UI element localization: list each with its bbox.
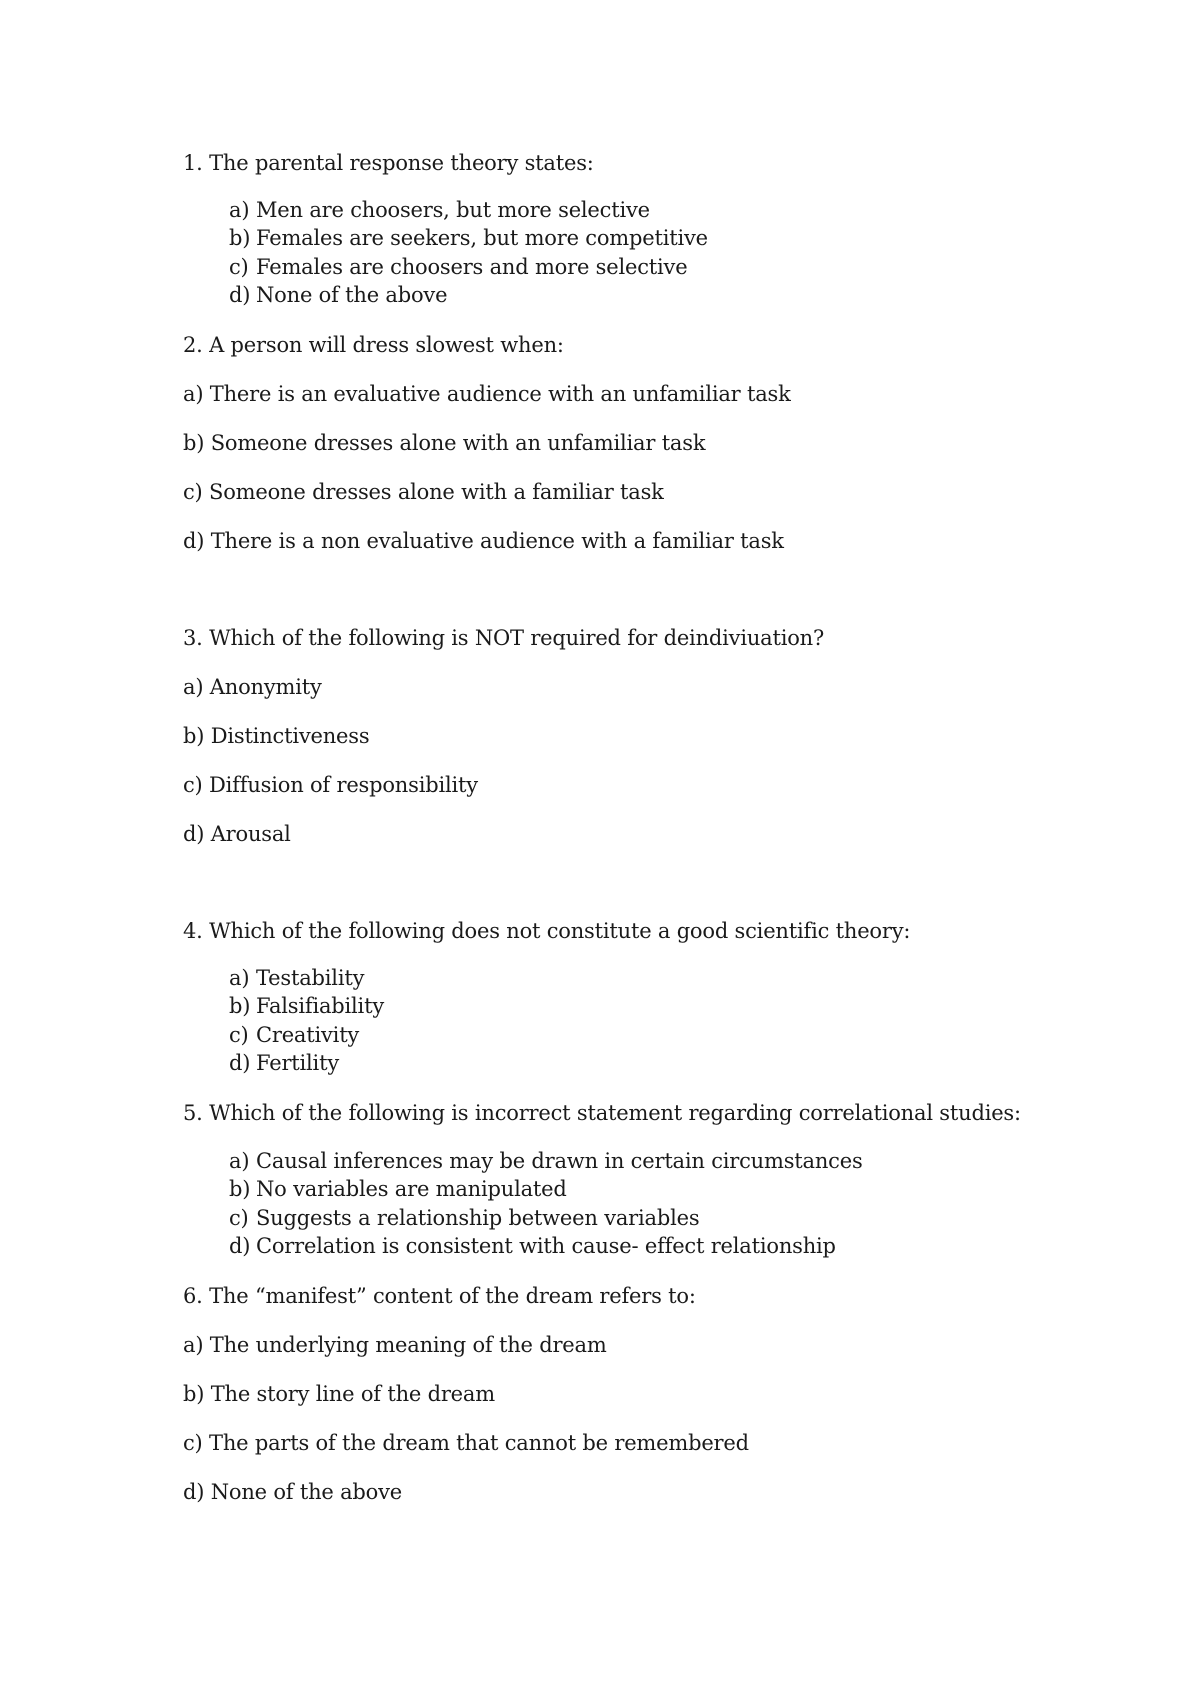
question-1-option-c-marker: c) — [229, 255, 249, 279]
question-3-stem: 3. Which of the following is NOT required for deindiviuation? — [183, 626, 825, 650]
question-1-option-d-text: None of the above — [256, 283, 448, 307]
question-6-option-c: c) The parts of the dream that cannot be remembered — [183, 1431, 749, 1455]
question-1-option-a-text: Men are choosers, but more selective — [256, 198, 650, 222]
question-1-stem: 1. The parental response theory states: — [183, 151, 594, 175]
question-4-option-a-marker: a) — [229, 966, 250, 990]
question-6-option-d: d) None of the above — [183, 1480, 403, 1504]
question-4-option-d-marker: d) — [229, 1051, 251, 1075]
question-4-option-d-text: Fertility — [256, 1051, 339, 1075]
question-3-option-b: b) Distinctiveness — [183, 724, 370, 748]
question-4-option-c-marker: c) — [229, 1023, 249, 1047]
question-5-option-b-marker: b) — [229, 1177, 251, 1201]
question-2-option-c: c) Someone dresses alone with a familiar task — [183, 480, 664, 504]
question-5-option-c-marker: c) — [229, 1206, 249, 1230]
question-5-option-d-text: Correlation is consistent with cause- effect relationship — [256, 1234, 836, 1258]
question-5-option-a-text: Causal inferences may be drawn in certain circumstances — [256, 1149, 863, 1173]
question-1-option-a-marker: a) — [229, 198, 250, 222]
question-2-stem: 2. A person will dress slowest when: — [183, 333, 564, 357]
question-4-option-b-marker: b) — [229, 994, 251, 1018]
question-4-option-b-text: Falsifiability — [256, 994, 384, 1018]
question-1-option-b-text: Females are seekers, but more competitive — [256, 226, 708, 250]
question-2-option-a: a) There is an evaluative audience with an unfamiliar task — [183, 382, 791, 406]
question-3-option-c: c) Diffusion of responsibility — [183, 773, 478, 797]
question-5-stem: 5. Which of the following is incorrect statement regarding correlational studies: — [183, 1101, 1021, 1125]
question-2-option-b: b) Someone dresses alone with an unfamiliar task — [183, 431, 706, 455]
question-1-option-c-text: Females are choosers and more selective — [256, 255, 688, 279]
question-4-stem: 4. Which of the following does not constitute a good scientific theory: — [183, 919, 911, 943]
question-5-option-c-text: Suggests a relationship between variables — [256, 1206, 700, 1230]
question-6-option-b: b) The story line of the dream — [183, 1382, 495, 1406]
question-3-option-a: a) Anonymity — [183, 675, 322, 699]
question-5-option-b-text: No variables are manipulated — [256, 1177, 567, 1201]
question-6-stem: 6. The “manifest” content of the dream refers to: — [183, 1284, 696, 1308]
question-6-option-a: a) The underlying meaning of the dream — [183, 1333, 607, 1357]
question-4-option-c-text: Creativity — [256, 1023, 360, 1047]
question-2-option-d: d) There is a non evaluative audience with a familiar task — [183, 529, 784, 553]
question-1-option-b-marker: b) — [229, 226, 251, 250]
question-5-option-d-marker: d) — [229, 1234, 251, 1258]
question-1-option-d-marker: d) — [229, 283, 251, 307]
question-4-option-a-text: Testability — [256, 966, 365, 990]
question-5-option-a-marker: a) — [229, 1149, 250, 1173]
question-3-option-d: d) Arousal — [183, 822, 291, 846]
